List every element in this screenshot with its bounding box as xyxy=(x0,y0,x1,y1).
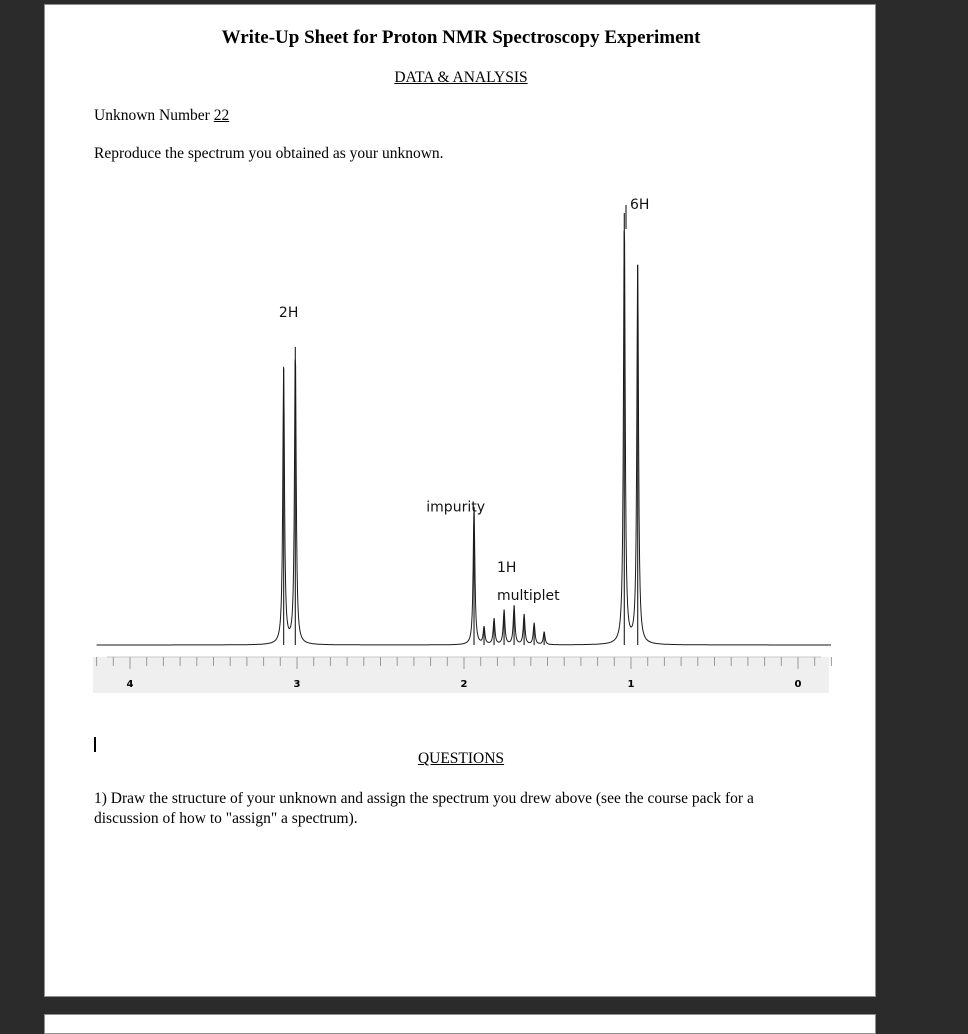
annotation-1h: 1H xyxy=(497,559,517,576)
axis-tick-label: 2 xyxy=(460,679,468,690)
annotation-multiplet: multiplet xyxy=(497,587,560,604)
unknown-number-value: 22 xyxy=(213,107,230,124)
axis-tick-label: 0 xyxy=(794,679,802,690)
worksheet-page xyxy=(44,4,876,997)
page-title: Write-Up Sheet for Proton NMR Spectroscopy Experiment xyxy=(221,27,701,48)
section-heading: DATA & ANALYSIS xyxy=(394,69,528,86)
next-page xyxy=(44,1014,876,1034)
axis-tick-label: 4 xyxy=(126,679,134,690)
annotation-6h: 6H xyxy=(630,197,650,213)
axis-tick-label: 1 xyxy=(627,679,635,690)
question-1-text: 1) Draw the structure of your unknown and assign the spectrum you drew above (see the course pack for a discussion of how to "assign" a spectrum). xyxy=(94,790,754,827)
annotation-impurity: impurity xyxy=(426,499,486,516)
annotation-2h: 2H xyxy=(278,305,299,321)
instruction-text: Reproduce the spectrum you obtained as your unknown. xyxy=(94,145,444,162)
nmr-spectrum-chart xyxy=(45,5,877,725)
questions-heading: QUESTIONS xyxy=(417,750,505,767)
spectrum-trace xyxy=(97,231,832,645)
unknown-number-label: Unknown Number xyxy=(94,107,210,124)
axis-tick-label: 3 xyxy=(293,679,301,690)
